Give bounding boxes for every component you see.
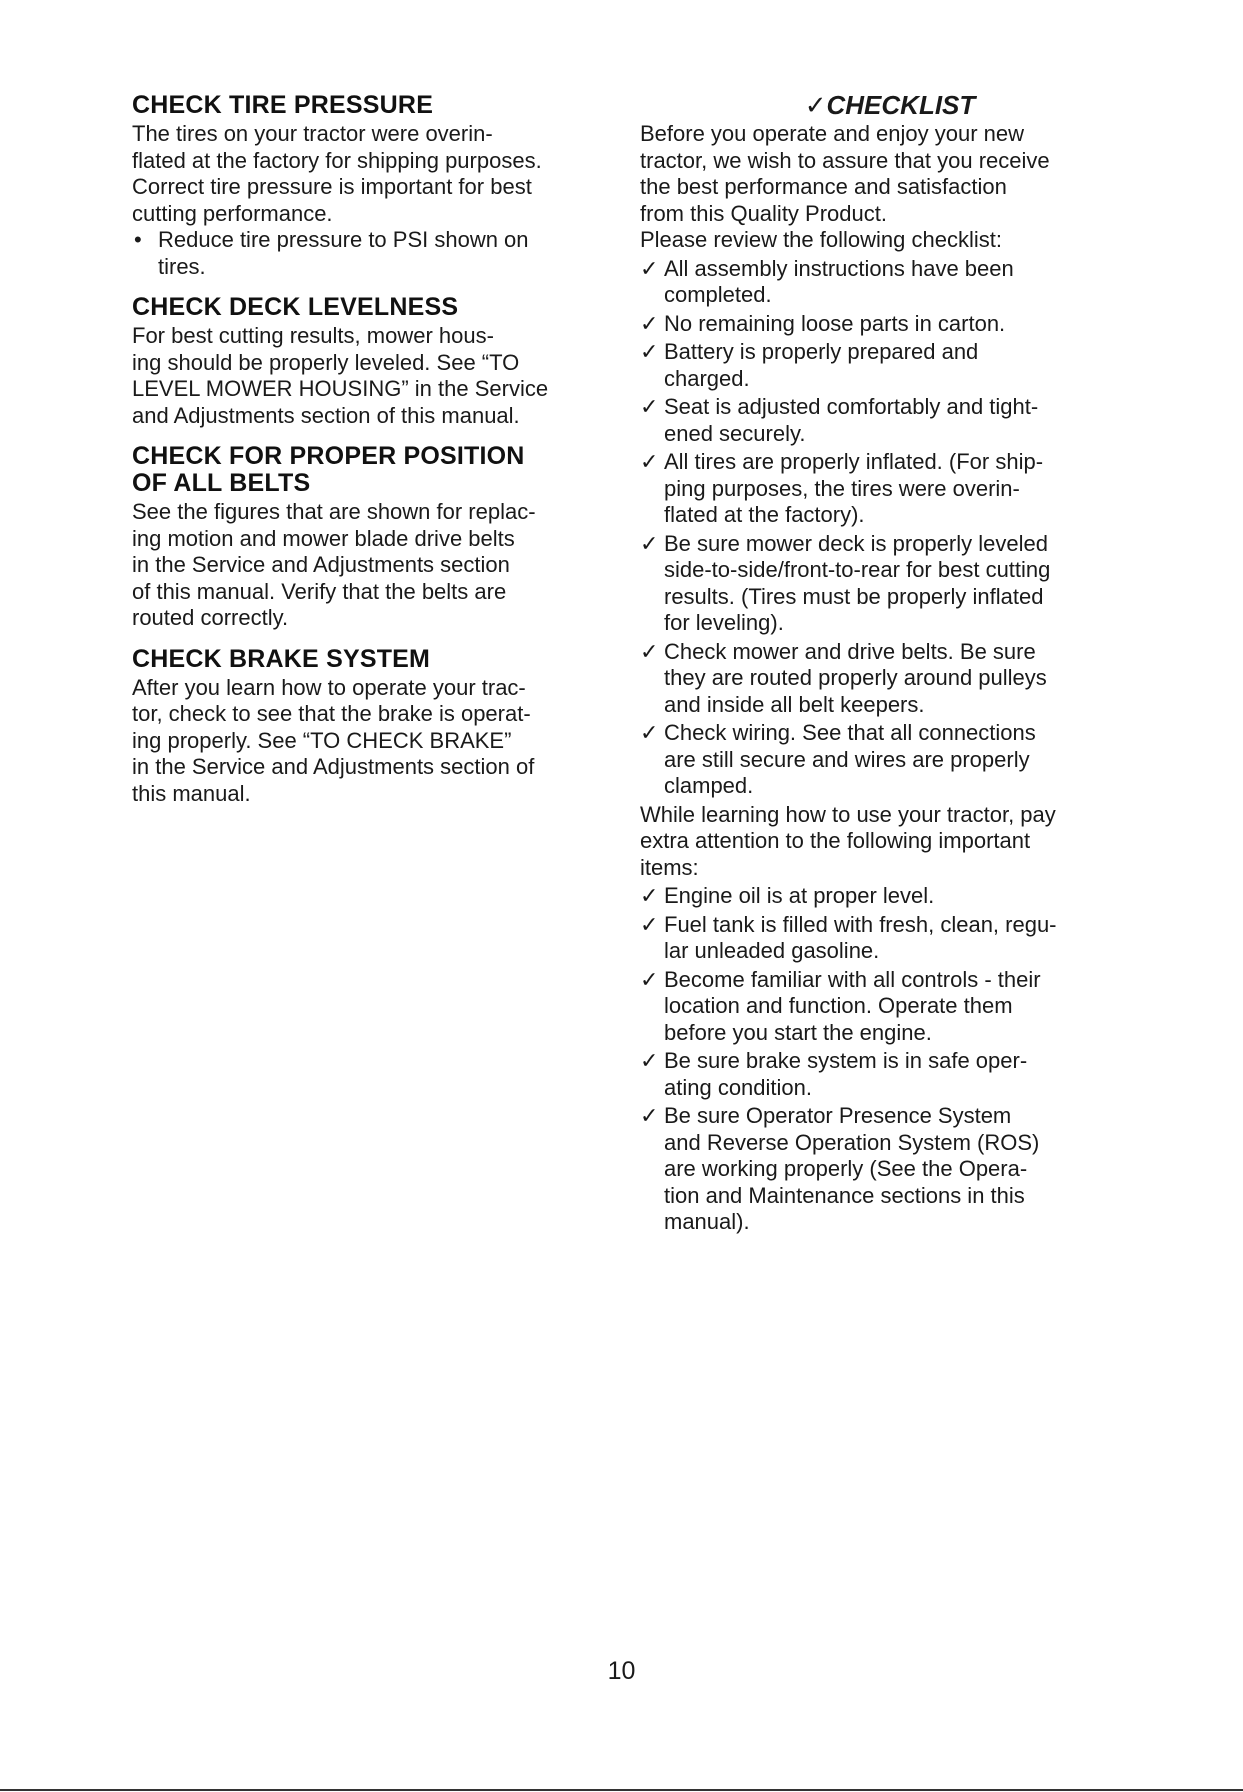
bottom-divider [0, 1789, 1243, 1791]
left-column [132, 92, 612, 821]
heading-brake: CHECK BRAKE SYSTEM [132, 644, 431, 673]
body-deck-levelness: For best cutting results, mower hous- ing should be properly leveled. See “TO LEVEL MOWER HOUSING” in the Service and Adjustments section of this manual. [132, 323, 549, 428]
checklist-item [640, 639, 1120, 719]
checklist-item-text: Become familiar with all controls - their location and function. Operate them before you start the engine. [664, 966, 1041, 1045]
section-brake [132, 646, 612, 808]
checklist-item [640, 1048, 1120, 1101]
body-tire-pressure: The tires on your tractor were overin- flated at the factory for shipping purposes. Correct tire pressure is important for best cutting performance. [132, 121, 542, 226]
checklist-item-text: Check mower and drive belts. Be sure they are routed properly around pulleys and inside all belt keepers. [664, 638, 1047, 717]
checklist-item [640, 531, 1120, 637]
check-mark-icon: ✓ [640, 394, 659, 419]
checklist-items [640, 256, 1120, 800]
checklist-item [640, 394, 1120, 447]
checklist-items-2 [640, 883, 1120, 1236]
checklist-item-text: Be sure Operator Presence System and Reverse Operation System (ROS) are working properly (See the Opera- tion and Maintenance sections in this manual). [664, 1103, 1040, 1234]
checklist-item-text: Be sure brake system is in safe oper- ating condition. [664, 1048, 1028, 1100]
check-mark-icon: ✓ [640, 1103, 659, 1128]
checklist-item [640, 256, 1120, 309]
checklist-item [640, 912, 1120, 965]
body-belts: See the figures that are shown for replac- ing motion and mower blade drive belts in the Service and Adjustments section of this manual. Verify that the belts are routed correctly. [132, 499, 536, 630]
checklist-item-text: Battery is properly prepared and charged. [664, 339, 979, 391]
checklist-item [640, 339, 1120, 392]
check-mark-icon: ✓ [640, 310, 659, 336]
check-mark-icon: ✓ [640, 449, 659, 474]
check-mark-icon: ✓ [640, 911, 659, 937]
checklist-title: ✓CHECKLIST [804, 90, 976, 120]
bullet-text: Reduce tire pressure to PSI shown on tires. [158, 227, 529, 279]
heading-belts: CHECK FOR PROPER POSITION OF ALL BELTS [132, 442, 525, 497]
checklist-item-text: All assembly instructions have been completed. [664, 255, 1014, 307]
heading-tire-pressure: CHECK TIRE PRESSURE [132, 91, 434, 119]
check-mark-icon: ✓ [640, 883, 659, 908]
check-mark-icon: ✓ [640, 638, 659, 664]
bullet-item [132, 227, 612, 280]
checklist-item-text: Fuel tank is filled with fresh, clean, regu- lar unleaded gasoline. [664, 911, 1057, 963]
section-tire-pressure [132, 92, 612, 280]
checklist-item-text: Check wiring. See that all connections are still secure and wires are properly clamped. [664, 720, 1036, 798]
body-brake: After you learn how to operate your trac- tor, check to see that the brake is operat- ing properly. See “TO CHECK BRAKE” in the Service and Adjustments section of this manual. [132, 674, 535, 806]
checklist-item [640, 1103, 1120, 1236]
checklist-item-text: Engine oil is at proper level. [664, 883, 935, 908]
check-mark-icon: ✓ [640, 255, 659, 281]
checklist-item-text: Seat is adjusted comfortably and tight- ened securely. [664, 394, 1039, 446]
checklist-item [640, 967, 1120, 1047]
checklist-item-text: No remaining loose parts in carton. [664, 310, 1006, 336]
checklist-mid-text: While learning how to use your tractor, pay extra attention to the following important items: [640, 801, 1056, 880]
checklist-intro: Before you operate and enjoy your new tractor, we wish to assure that you receive the best performance and satisfaction from this Quality Product. Please review the following checklist: [640, 121, 1050, 252]
check-mark-icon: ✓ [640, 339, 659, 364]
checklist-item [640, 883, 1120, 910]
heading-deck-levelness: CHECK DECK LEVELNESS [132, 293, 459, 321]
checklist-item [640, 311, 1120, 338]
bullet-dot: • [134, 227, 142, 252]
check-mark-icon: ✓ [640, 720, 659, 745]
page-number: 10 [607, 1657, 636, 1685]
checklist-item-text: All tires are properly inflated. (For ship- ping purposes, the tires were overin- flated at the factory). [664, 449, 1044, 527]
checklist-item-text: Be sure mower deck is properly leveled side-to-side/front-to-rear for best cutting results. (Tires must be properly inflated for leveling). [664, 530, 1051, 635]
section-deck-levelness [132, 294, 612, 429]
right-column [640, 92, 1120, 1238]
check-mark-icon: ✓ [640, 1048, 659, 1073]
check-mark-icon: ✓ [640, 530, 659, 556]
checklist-item [640, 720, 1120, 800]
section-belts [132, 443, 612, 632]
checklist-item [640, 449, 1120, 529]
check-mark-icon: ✓ [640, 966, 659, 992]
